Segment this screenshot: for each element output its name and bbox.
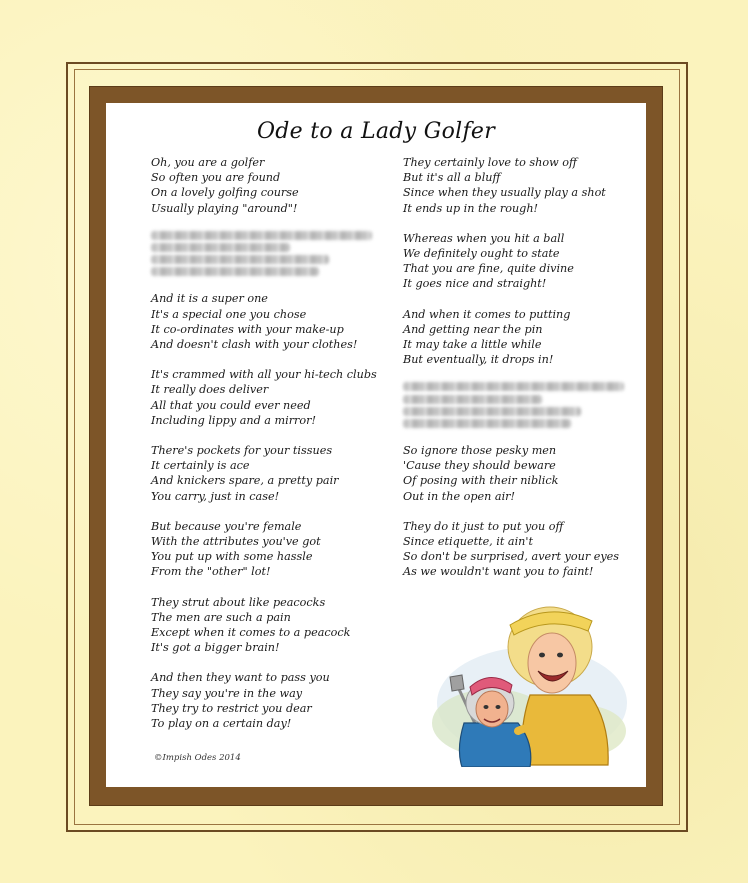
poem-line: From the "other" lot! [151, 565, 271, 579]
poem-line: Oh, you are a golfer [151, 156, 265, 169]
poem-line: Whereas when you hit a ball [403, 231, 565, 245]
poem-stanza [151, 291, 391, 352]
blurred-stanza [151, 231, 391, 277]
poem-line: To play on a certain day! [151, 717, 292, 731]
poem-line: Usually playing "around"! [151, 201, 298, 215]
poem-line: So don't be surprised, avert your eyes [403, 550, 620, 564]
poem-line: But it's all a bluff [403, 171, 501, 185]
poem-stanza [151, 595, 391, 656]
poem-right-column [403, 155, 643, 595]
poem-title: Ode to a Lady Golfer [256, 119, 496, 144]
lady-golfers-cartoon-icon [422, 591, 628, 767]
poem-line: So often you are found [151, 171, 281, 185]
poem-line: With the attributes you've got [151, 535, 321, 549]
poem-line: They strut about like peacocks [151, 595, 326, 609]
poem-line: And knickers spare, a pretty pair [151, 474, 339, 488]
poem-line: But eventually, it drops in! [403, 353, 554, 367]
poem-stanza [151, 519, 391, 580]
poem-line: Out in the open air! [403, 489, 516, 503]
poem-line: Since when they usually play a shot [403, 186, 606, 200]
poem-line: You put up with some hassle [151, 550, 313, 564]
poem-line: Of posing with their niblick [403, 474, 559, 488]
poem-line: So ignore those pesky men [403, 444, 557, 457]
poem-stanza [151, 443, 391, 504]
poem-line: You carry, just in case! [151, 489, 280, 503]
blurred-line [151, 243, 290, 252]
poem-line: And getting near the pin [403, 322, 543, 336]
poem-line: And then they want to pass you [151, 671, 330, 685]
poem-line: It ends up in the rough! [403, 201, 539, 215]
poem-line: It's crammed with all your hi-tech clubs [151, 368, 377, 382]
poem-line: And it is a super one [151, 292, 268, 306]
poem-line: It certainly is ace [151, 459, 250, 473]
poem-line: They certainly love to show off [403, 156, 577, 169]
poem-stanza [403, 231, 643, 292]
poem-paper [106, 103, 646, 787]
blurred-stanza [403, 382, 643, 428]
blurred-line [403, 419, 571, 428]
poem-line: But because you're female [151, 519, 302, 533]
poem-line: It may take a little while [403, 338, 542, 352]
blurred-line [403, 395, 542, 404]
poem-line: As we wouldn't want you to faint! [403, 565, 594, 579]
poem-stanza [151, 670, 391, 731]
poem-line: They do it just to put you off [403, 519, 564, 533]
poem-line: It really does deliver [151, 383, 269, 397]
poem-line: It co-ordinates with your make-up [151, 322, 344, 336]
blurred-line [403, 382, 624, 391]
poem-stanza [403, 519, 643, 580]
poem-line: There's pockets for your tissues [151, 444, 333, 457]
poem-line: All that you could ever need [151, 398, 311, 412]
poem-stanza [403, 443, 643, 504]
poem-stanza [151, 155, 391, 216]
poem-line: Since etiquette, it ain't [403, 535, 533, 549]
poem-line: And doesn't clash with your clothes! [151, 337, 358, 351]
poem-line: It goes nice and straight! [403, 277, 547, 291]
blurred-line [151, 255, 329, 264]
poem-stanza [151, 367, 391, 428]
blurred-line [151, 267, 319, 276]
poem-stanza [403, 307, 643, 368]
poem-line: It's a special one you chose [151, 307, 307, 321]
poem-line: They say you're in the way [151, 686, 303, 700]
poem-line: Except when it comes to a peacock [151, 626, 351, 640]
poem-line: Including lippy and a mirror! [151, 413, 316, 427]
poem-line: 'Cause they should beware [403, 459, 556, 473]
poem-left-column [151, 155, 391, 746]
blurred-line [403, 407, 581, 416]
poem-line: And when it comes to putting [403, 307, 571, 321]
copyright-notice: ©Impish Odes 2014 [154, 753, 241, 763]
blurred-line [151, 231, 372, 240]
poem-line: On a lovely golfing course [151, 186, 299, 200]
poem-stanza [403, 155, 643, 216]
poem-line: We definitely ought to state [403, 247, 560, 261]
poem-line: That you are fine, quite divine [403, 262, 574, 276]
poem-line: The men are such a pain [151, 610, 291, 624]
poem-line: They try to restrict you dear [151, 701, 312, 715]
poem-line: It's got a bigger brain! [151, 641, 280, 655]
